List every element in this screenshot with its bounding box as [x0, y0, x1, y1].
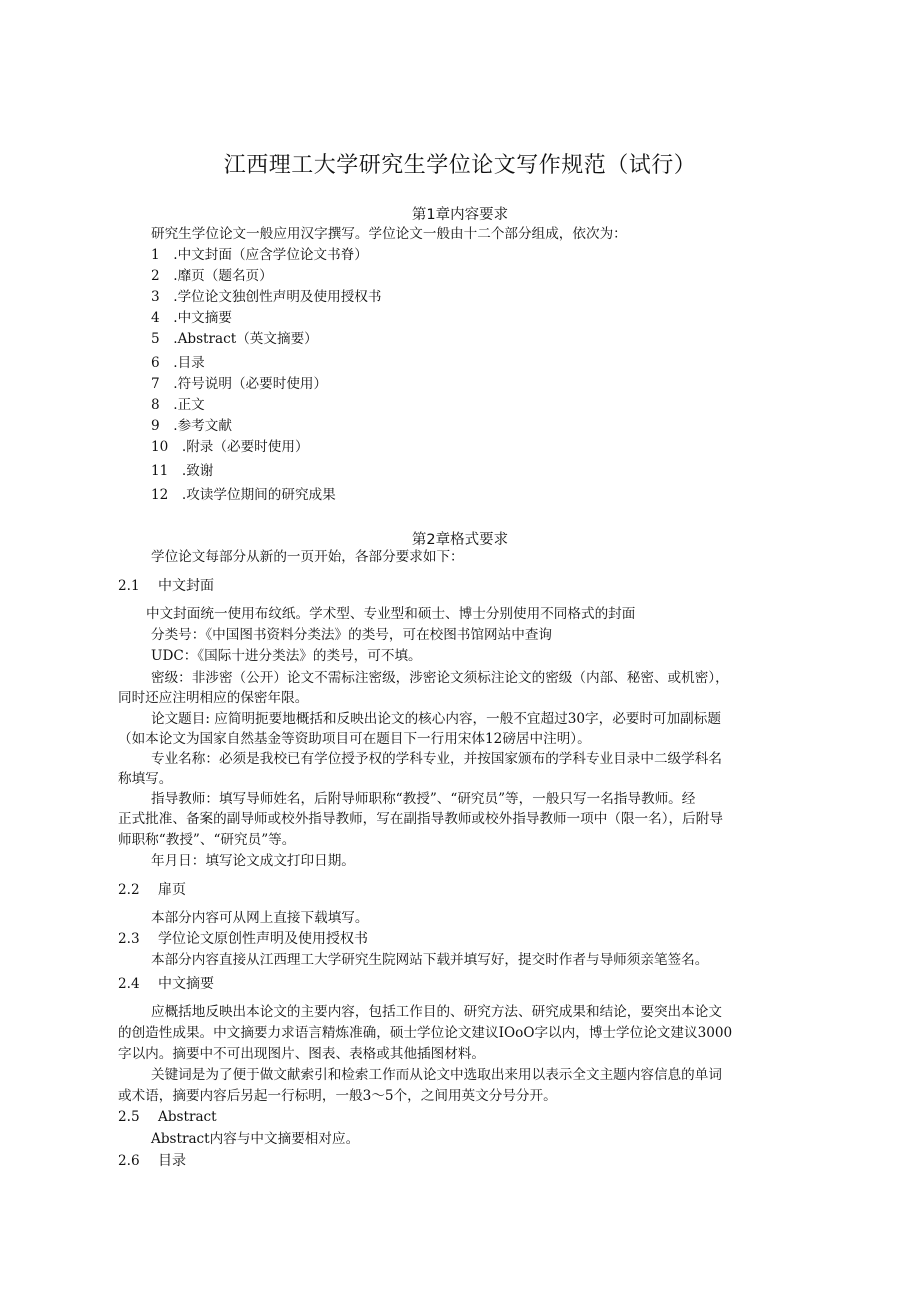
paragraph-line: 字以内。摘要中不可出现图片、图表、表格或其他插图材料。 — [118, 1046, 486, 1062]
chapter-2-heading: 第2章格式要求 — [411, 532, 509, 548]
paragraph-line: 关键词是为了便于做文献索引和检索工作而从论文中选取出来用以表示全文主题内容信息的单词 — [151, 1067, 722, 1083]
list-item: 11 .致谢 — [151, 463, 214, 479]
list-item: 2 .靡页（题名页） — [151, 268, 273, 284]
paragraph-line: 应概括地反映出本论文的主要内容，包括工作目的、研究方法、研究成果和结论，要突出本论文 — [151, 1004, 722, 1020]
paragraph-line: 论文题目: 应简明扼要地概括和反映出论文的核心内容，一般不宜超过30字，必要时可加副标题 — [151, 711, 721, 727]
paragraph-line: 同时还应注明相应的保密年限。 — [118, 690, 309, 706]
section-2-1-heading — [118, 577, 214, 595]
section-2-3-heading — [118, 930, 368, 948]
section-2-2-heading — [118, 881, 186, 899]
chapter-2-intro: 学位论文每部分从新的一页开始，各部分要求如下： — [151, 549, 464, 565]
chapter-1-intro: 研究生学位论文一般应用汉字撰写。学位论文一般由十二个部分组成，依次为： — [151, 226, 627, 242]
paragraph-line: 指导教师：填写导师姓名，后附导师职称“教授”、“研究员”等，一般只写一名指导教师。经 — [151, 791, 696, 807]
section-number: 2.5 — [118, 1109, 140, 1125]
section-number: 2.3 — [118, 931, 140, 947]
paragraph-line: UDC：《国际十进分类法》的类号，可不填。 — [151, 648, 422, 664]
list-item: 7 .符号说明（必要时使用） — [151, 376, 328, 392]
paragraph-line: 专业名称：必须是我校已有学位授予权的学科专业，并按国家颁布的学科专业目录中二级学科名 — [151, 751, 722, 767]
section-title: 中文封面 — [158, 578, 214, 594]
section-number: 2.6 — [118, 1153, 140, 1169]
paragraph-line: （如本论文为国家自然基金等资助项目可在题目下一行用宋体12磅居中注明）。 — [118, 731, 591, 747]
section-title: 学位论文原创性声明及使用授权书 — [158, 931, 368, 947]
section-title: 中文摘要 — [158, 976, 214, 992]
section-2-4-heading — [118, 975, 214, 993]
section-number: 2.2 — [118, 882, 140, 898]
paragraph-line: 的创造性成果。中文摘要力求语言精炼准确，硕士学位论文建议IOoO字以内，博士学位论文建议3000 — [118, 1025, 733, 1041]
paragraph-line: 正式批准、备案的副导师或校外指导教师，写在副指导教师或校外指导教师一项中（限一名），后附导 — [118, 811, 723, 827]
paragraph-line: 本部分内容可从网上直接下载填写。 — [151, 910, 369, 926]
list-item: 8 .正文 — [151, 397, 205, 413]
list-item: 10 .附录（必要时使用） — [151, 439, 309, 455]
section-2-6-heading — [118, 1152, 186, 1170]
section-2-5-heading — [118, 1108, 217, 1126]
paragraph-line: 或术语，摘要内容后另起一行标明，一般3～5个，之间用英文分号分开。 — [118, 1088, 557, 1104]
section-title: Abstract — [158, 1109, 217, 1125]
section-title: 扉页 — [158, 882, 186, 898]
document-title: 江西理工大学研究生学位论文写作规范（试行） — [223, 153, 697, 178]
list-item: 12 .攻读学位期间的研究成果 — [151, 487, 336, 503]
list-item: 5 .Abstract（英文摘要） — [151, 331, 318, 347]
chapter-1-heading: 第1章内容要求 — [411, 207, 509, 223]
list-item: 6 .目录 — [151, 355, 205, 371]
list-item: 4 .中文摘要 — [151, 310, 232, 326]
list-item: 1 .中文封面（应含学位论文书脊） — [151, 247, 368, 263]
paragraph-line: Abstract内容与中文摘要相对应。 — [151, 1131, 360, 1147]
paragraph-line: 本部分内容直接从江西理工大学研究生院网站下载并填写好，提交时作者与导师须亲笔签名。 — [151, 952, 709, 968]
section-number: 2.4 — [118, 976, 140, 992]
list-item: 3 .学位论文独创性声明及使用授权书 — [151, 289, 382, 305]
paragraph-line: 分类号：《中国图书资料分类法》的类号，可在校图书馆网站中查询 — [151, 627, 553, 643]
paragraph-line: 中文封面统一使用布纹纸。学术型、专业型和硕士、博士分别使用不同格式的封面 — [146, 606, 636, 622]
section-title: 目录 — [158, 1153, 186, 1169]
section-number: 2.1 — [118, 578, 140, 594]
paragraph-line: 称填写。 — [118, 771, 173, 787]
list-item: 9 .参考文献 — [151, 418, 232, 434]
paragraph-line: 师职称“教授”、“研究员”等。 — [118, 832, 296, 848]
paragraph-line: 年月日：填写论文成文打印日期。 — [151, 853, 355, 869]
paragraph-line: 密级：非涉密（公开）论文不需标注密级，涉密论文须标注论文的密级（内部、秘密、或机密）， — [151, 670, 729, 686]
